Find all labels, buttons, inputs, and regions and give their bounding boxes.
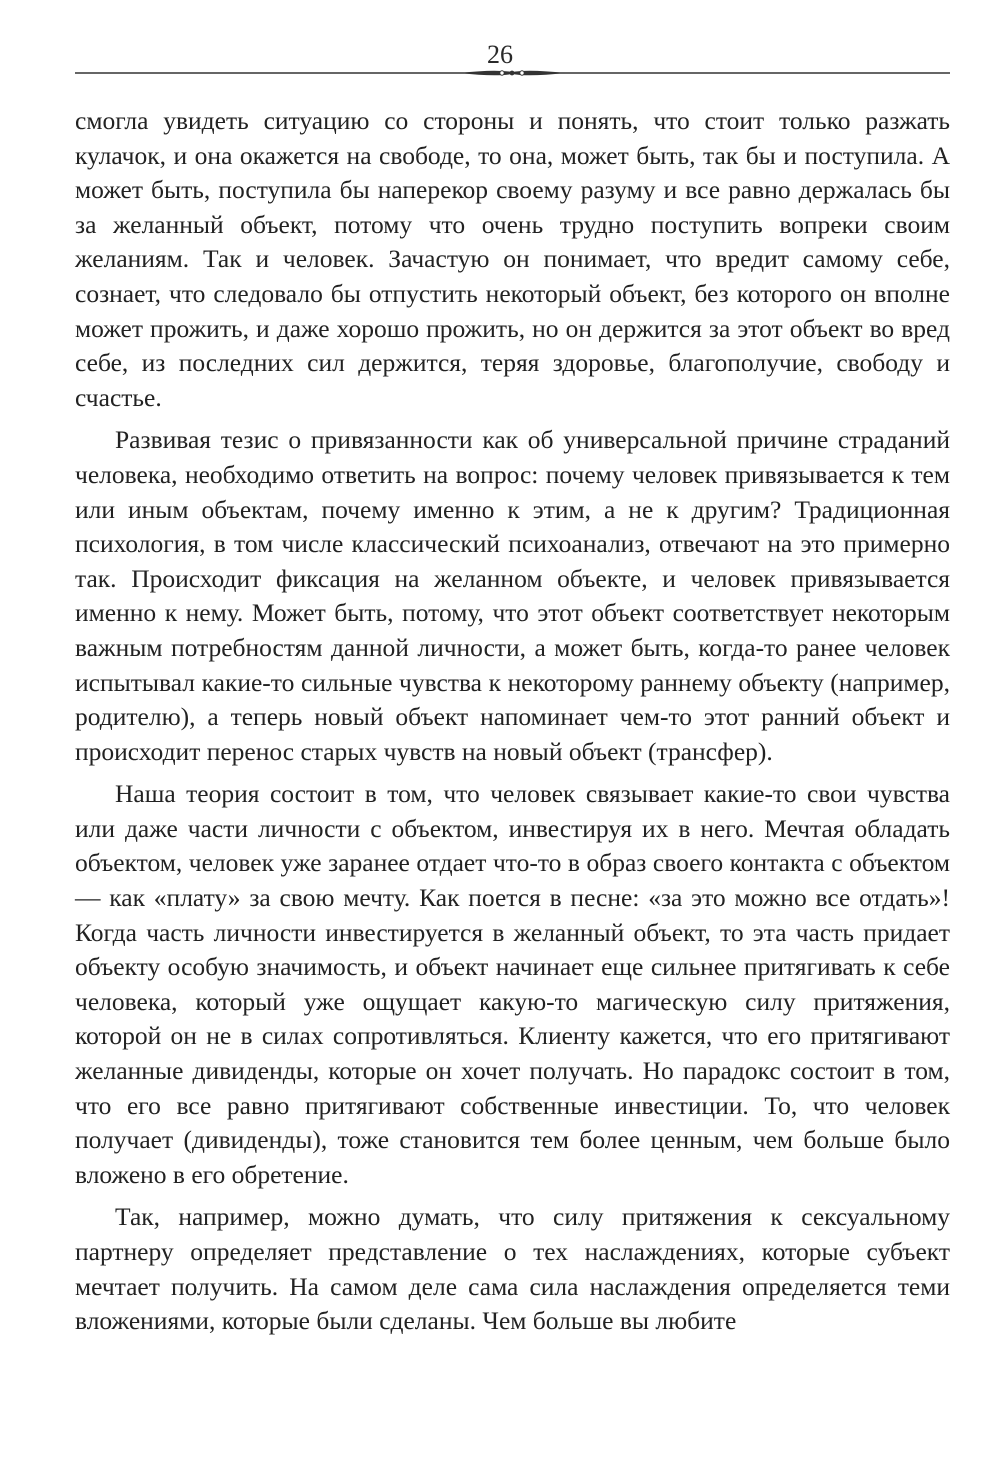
page-number: 26 <box>487 40 513 69</box>
paragraph: Так, например, можно думать, что силу притяжения к сексуальному партнеру определяет представление о тех наслаждениях, которые субъект мечтает получить. На самом деле сама сила наслаждения определяется теми вложениями, которые были сделаны. Чем больше вы любите <box>75 1202 950 1336</box>
body-text <box>75 104 950 1339</box>
paragraph: Наша теория состоит в том, что человек связывает какие-то свои чувства или даже части личности с объектом, инвестируя их в него. Мечтая обладать объектом, человек уже заранее отдает что-то в образ своего контакта с объектом — как «плату» за свою мечту. Как поется в песне: «за это можно все отдать»! Когда часть личности инвестируется в желанный объект, то эта часть придает объекту особую значимость, и объект начинает еще сильнее притягивать к себе человека, который уже ощущает какую-то магическую силу притяжения, которой он не в силах сопротивляться. Клиенту кажется, что его притягивают желанные дивиденды, которые он хочет получать. Но парадокс состоит в том, что его все равно притягивают собственные инвестиции. То, что человек получает (дивиденды), тоже становится тем более ценным, чем больше было вложено в его обретение. <box>75 779 950 1189</box>
paragraph: Развивая тезис о привязанности как об универсальной причине страданий человека, необходимо ответить на вопрос: почему человек привязывается к тем или иным объектам, почему именно к этим, а не к другим? Традиционная психология, в том числе классический психоанализ, отвечают на это примерно так. Происходит фиксация на желанном объекте, и человек привязывается именно к нему. Может быть, потому, что этот объект соответствует некоторым важным потребностям данной личности, а может быть, когда-то ранее человек испытывал какие-то сильные чувства к некоторому раннему объекту (например, родителю), а теперь новый объект напоминает чем-то этот ранний объект и происходит перенос старых чувств на новый объект (трансфер). <box>75 425 950 766</box>
paragraph: смогла увидеть ситуацию со стороны и понять, что стоит только разжать кулачок, и она окажется на свободе, то она, может быть, так бы и поступила. А может быть, поступила бы наперекор своему разуму и все равно держалась бы за желанный объект, потому что очень трудно поступить вопреки своим желаниям. Так и человек. Зачастую он понимает, что вредит самому себе, сознает, что следовало бы отпустить некоторый объект, без которого он вполне может прожить, и даже хорошо прожить, но он держится за этот объект во вред себе, из последних сил держится, теряя здоровье, благополучие, свободу и счастье. <box>75 106 950 412</box>
header-ornamental-rule <box>75 66 950 80</box>
